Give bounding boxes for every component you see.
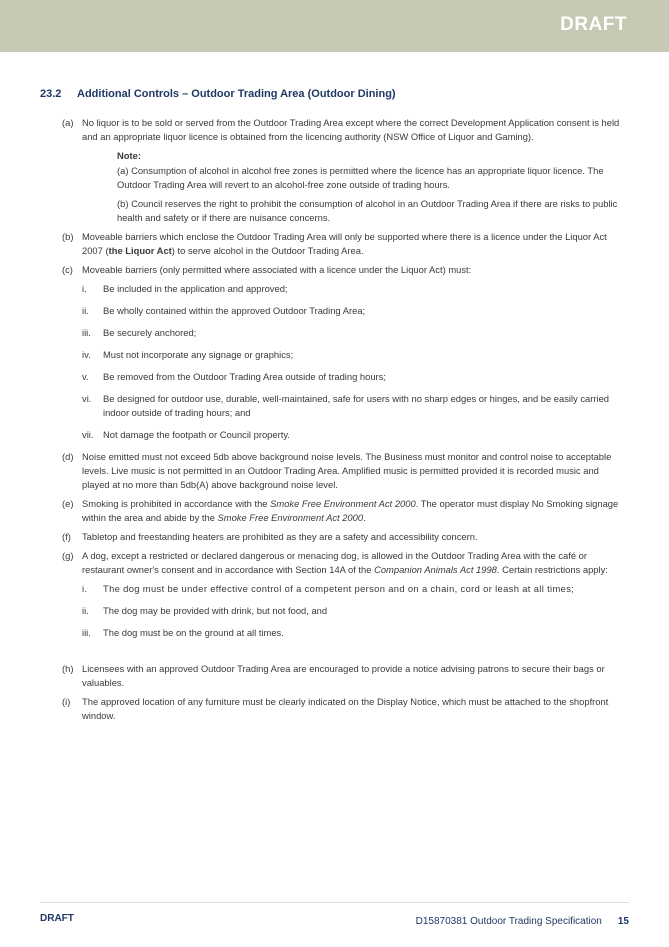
item-label: (c) — [62, 264, 73, 275]
item-c — [40, 263, 620, 277]
note-b: (b) Council reserves the right to prohibit the consumption of alcohol in an Outdoor Trading Area if there are risks to public health and safety or if there are nuisance concerns. — [117, 198, 618, 223]
act-title: Smoke Free Environment Act 2000 — [270, 498, 416, 509]
act-title: Smoke Free Environment Act 2000 — [217, 512, 364, 523]
section-title: Additional Controls – Outdoor Trading Area (Outdoor Dining) — [77, 88, 396, 100]
item-e — [40, 497, 620, 525]
footer-doc-title: D15870381 Outdoor Trading Specification — [415, 916, 602, 927]
sub-item — [40, 392, 620, 420]
sub-label: iii. — [82, 327, 91, 338]
item-text: A dog, except a restricted or declared dangerous or menacing dog, is allowed in the Outdoor Trading Area with the café or restaurant owner's consent and in accordance with Section 14A of the — [82, 550, 587, 575]
sub-label: iii. — [82, 627, 91, 638]
item-text: No liquor is to be sold or served from the Outdoor Trading Area except where the correct Development Application consent is held and an appropriate liquor licence is obtained from the licencing authority (NSW Office of Liquor and Gaming). — [82, 117, 620, 142]
item-label: (b) — [62, 231, 74, 242]
sub-label: i. — [82, 283, 87, 294]
item-text: ) to serve alcohol in the Outdoor Trading Area. — [171, 245, 364, 256]
sub-item — [40, 326, 620, 340]
sub-text: The dog may be provided with drink, but not food, and — [103, 605, 328, 616]
item-text: Smoking is prohibited in accordance with the — [82, 498, 271, 509]
sub-item — [40, 348, 620, 362]
item-h — [40, 662, 620, 690]
sub-text: Not damage the footpath or Council property. — [103, 429, 290, 440]
sub-item — [40, 304, 620, 318]
sub-text: Be included in the application and approved; — [103, 283, 288, 294]
act-title: Companion Animals Act 1998 — [374, 564, 497, 575]
sub-label: vii. — [82, 429, 94, 440]
sub-label: i. — [82, 583, 88, 594]
item-a — [40, 116, 620, 144]
item-text: . — [363, 512, 366, 523]
item-g — [40, 549, 620, 577]
sub-item — [40, 582, 620, 596]
item-label: (i) — [62, 696, 71, 707]
item-text: Licensees with an approved Outdoor Trading Area are encouraged to provide a notice advising patrons to secure their bags or valuables. — [82, 663, 605, 688]
item-text: Tabletop and freestanding heaters are prohibited as they are a safety and accessibility concern. — [82, 531, 478, 542]
item-b — [40, 230, 620, 258]
sub-label: iv. — [82, 349, 91, 360]
liquor-act-term: the Liquor Act — [108, 245, 172, 256]
section-heading — [40, 88, 396, 100]
note-heading: Note: — [117, 150, 141, 161]
item-i — [40, 695, 620, 723]
item-label: (d) — [62, 451, 74, 462]
item-text: Moveable barriers (only permitted where associated with a licence under the Liquor Act) must: — [82, 264, 472, 275]
sub-text: The dog must be on the ground at all times. — [103, 627, 284, 638]
spacer — [40, 648, 620, 662]
sub-text: Be securely anchored; — [103, 327, 197, 338]
draft-banner — [0, 0, 669, 52]
sub-label: v. — [82, 371, 89, 382]
sub-item — [40, 428, 620, 442]
sub-label: vi. — [82, 393, 92, 404]
item-text: . Certain restrictions apply: — [496, 564, 608, 575]
sub-label: ii. — [82, 605, 89, 616]
item-f — [40, 530, 620, 544]
item-text: . The operator must display No Smoking signage within the area and abide by the — [82, 498, 619, 523]
item-text: Noise emitted must not exceed 5db above background noise levels. The Business must monitor and control noise to acceptable levels. Live music is not permitted in an Outdoor Trading Area. Amplified music is permitted provided it is recorded music and played at no more than 5db(A) above background noise level. — [82, 451, 612, 490]
sub-text: Must not incorporate any signage or graphics; — [103, 349, 294, 360]
sub-text: Be designed for outdoor use, durable, well-maintained, safe for users with no sharp edges or hinges, and be easily carried indoor outside of trading hours; and — [103, 393, 610, 418]
sub-item — [40, 370, 620, 384]
item-label: (e) — [62, 498, 74, 509]
item-text: Moveable barriers which enclose the Outdoor Trading Area will only be supported where there is a licence under the Liquor Act 2007 ( — [82, 231, 607, 256]
item-d — [40, 450, 620, 492]
item-label: (g) — [62, 550, 74, 561]
page-number: 15 — [617, 916, 629, 927]
note-a: (a) Consumption of alcohol in alcohol free zones is permitted where the licence has an appropriate liquor licence. The Outdoor Trading Area will revert to an alcohol-free zone outside of trading hours. — [117, 165, 604, 190]
footer-draft-label: DRAFT — [40, 913, 74, 924]
sub-text: Be removed from the Outdoor Trading Area outside of trading hours; — [103, 371, 386, 382]
item-label: (f) — [62, 531, 71, 542]
document-body — [40, 116, 620, 728]
sub-item — [40, 604, 620, 618]
sub-text: Be wholly contained within the approved Outdoor Trading Area; — [103, 305, 366, 316]
sub-text: The dog must be under effective control of a competent person and on a chain, cord or leash at all times; — [103, 583, 575, 594]
section-number: 23.2 — [40, 88, 62, 100]
sub-label: ii. — [82, 305, 89, 316]
sub-item — [40, 626, 620, 640]
footer-doc-info — [416, 916, 629, 927]
item-label: (h) — [62, 663, 74, 674]
banner-label: DRAFT — [560, 14, 627, 35]
item-label: (a) — [62, 117, 74, 128]
footer-divider — [40, 902, 629, 903]
item-text: The approved location of any furniture must be clearly indicated on the Display Notice, which must be attached to the shopfront window. — [82, 696, 609, 721]
sub-item — [40, 282, 620, 296]
